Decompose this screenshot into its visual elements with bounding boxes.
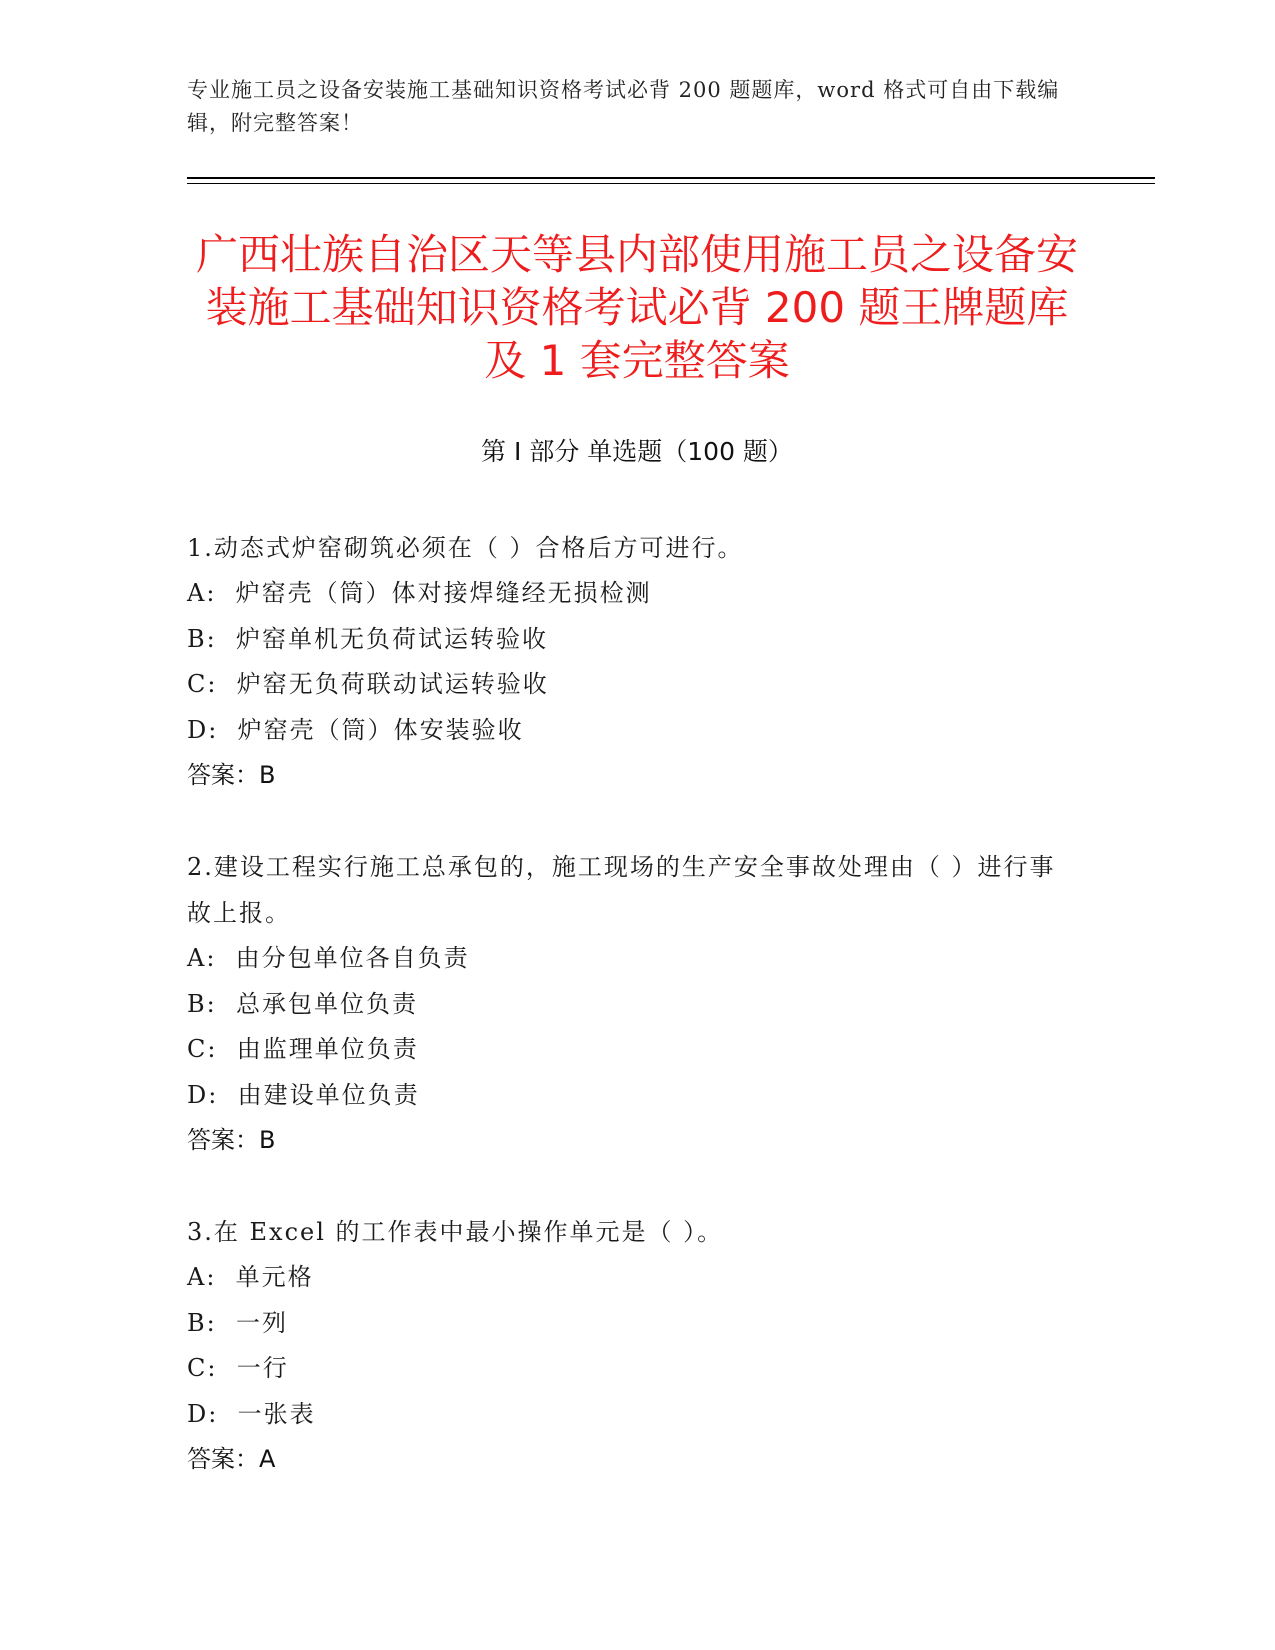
header-divider-thin: [187, 183, 1155, 184]
question-2: [187, 844, 1077, 1163]
option-a: A: 炉窑壳（筒）体对接焊缝经无损检测: [187, 579, 652, 607]
option-d: D: 由建设单位负责: [187, 1080, 420, 1109]
option-c: C: 一行: [187, 1354, 289, 1382]
option-c: C: 由监理单位负责: [187, 1035, 419, 1063]
option-b: B: 总承包单位负责: [187, 989, 418, 1018]
question-1: [187, 525, 1077, 798]
answer: 答案：A: [187, 1445, 276, 1473]
option-c: C: 炉窑无负荷联动试运转验收: [187, 670, 549, 698]
answer: 答案：B: [187, 1126, 276, 1154]
option-b: B: 炉窑单机无负荷试运转验收: [187, 624, 548, 653]
question-stem: 2.建设工程实行施工总承包的，施工现场的生产安全事故处理由（ ）进行事故上报。: [187, 853, 1056, 927]
document-title: 广西壮族自治区天等县内部使用施工员之设备安装施工基础知识资格考试必背 200 题王牌题库及 1 套完整答案: [195, 230, 1078, 385]
question-stem: 3.在 Excel 的工作表中最小操作单元是（ ）。: [187, 1218, 724, 1246]
option-a: A: 由分包单位各自负责: [187, 944, 470, 972]
header-divider-thick: [187, 177, 1155, 179]
option-d: D: 一张表: [187, 1399, 316, 1428]
option-a: A: 单元格: [187, 1263, 314, 1291]
answer: 答案：B: [187, 761, 276, 789]
question-3: [187, 1209, 1077, 1482]
option-d: D: 炉窑壳（筒）体安装验收: [187, 715, 524, 744]
question-list: [187, 525, 1077, 1528]
header-note: 专业施工员之设备安装施工基础知识资格考试必背 200 题题库，word 格式可自由下载编辑，附完整答案！: [187, 78, 1060, 135]
option-b: B: 一列: [187, 1308, 288, 1337]
question-stem: 1.动态式炉窑砌筑必须在（ ）合格后方可进行。: [187, 534, 744, 562]
section-title: 第 I 部分 单选题（100 题）: [481, 437, 793, 466]
